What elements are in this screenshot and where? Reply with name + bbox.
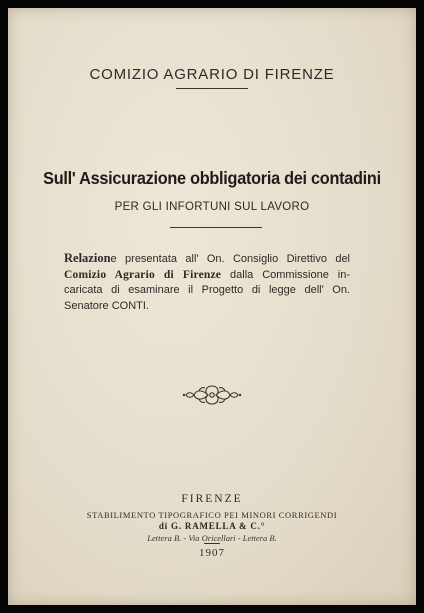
document-page bbox=[8, 8, 416, 605]
relazione-line-3: caricata di esaminare il Progetto di legge dell' On. bbox=[64, 284, 350, 296]
document-title: Sull' Assicurazione obbligatoria dei contadini bbox=[43, 168, 381, 188]
organization-header: COMIZIO AGRARIO DI FIRENZE bbox=[89, 66, 335, 83]
relazione-line-2-text: dalla Commissione in- bbox=[221, 268, 350, 281]
title-divider bbox=[170, 227, 262, 228]
relazione-paragraph bbox=[64, 251, 350, 314]
relazione-line-1 bbox=[64, 251, 350, 268]
imprint-publisher: di G. RAMELLA & C.° bbox=[158, 521, 266, 531]
relazione-line-1-text: presentata all' On. Consiglio Direttivo del bbox=[116, 253, 350, 265]
imprint-year: 1907 bbox=[199, 547, 225, 559]
relazione-lead-end: e bbox=[110, 253, 117, 265]
floral-ornament-icon bbox=[182, 382, 242, 408]
header-divider bbox=[176, 88, 248, 89]
imprint-city: FIRENZE bbox=[181, 493, 243, 505]
imprint-printer: STABILIMENTO TIPOGRAFICO PEI MINORI CORRIGENDI bbox=[86, 510, 338, 520]
document-subtitle: PER GLI INFORTUNI SUL LAVORO bbox=[114, 201, 310, 213]
imprint-divider bbox=[204, 543, 220, 544]
comizio-name-blackletter: Comizio Agrario di Firenze bbox=[64, 268, 222, 281]
imprint-address: Lettera B. - Via Oricellari - Lettera B. bbox=[147, 533, 277, 543]
relazione-line-2 bbox=[64, 268, 350, 284]
relazione-line-4: Senatore CONTI. bbox=[64, 299, 149, 312]
relazione-lead: Relazion bbox=[64, 251, 111, 265]
